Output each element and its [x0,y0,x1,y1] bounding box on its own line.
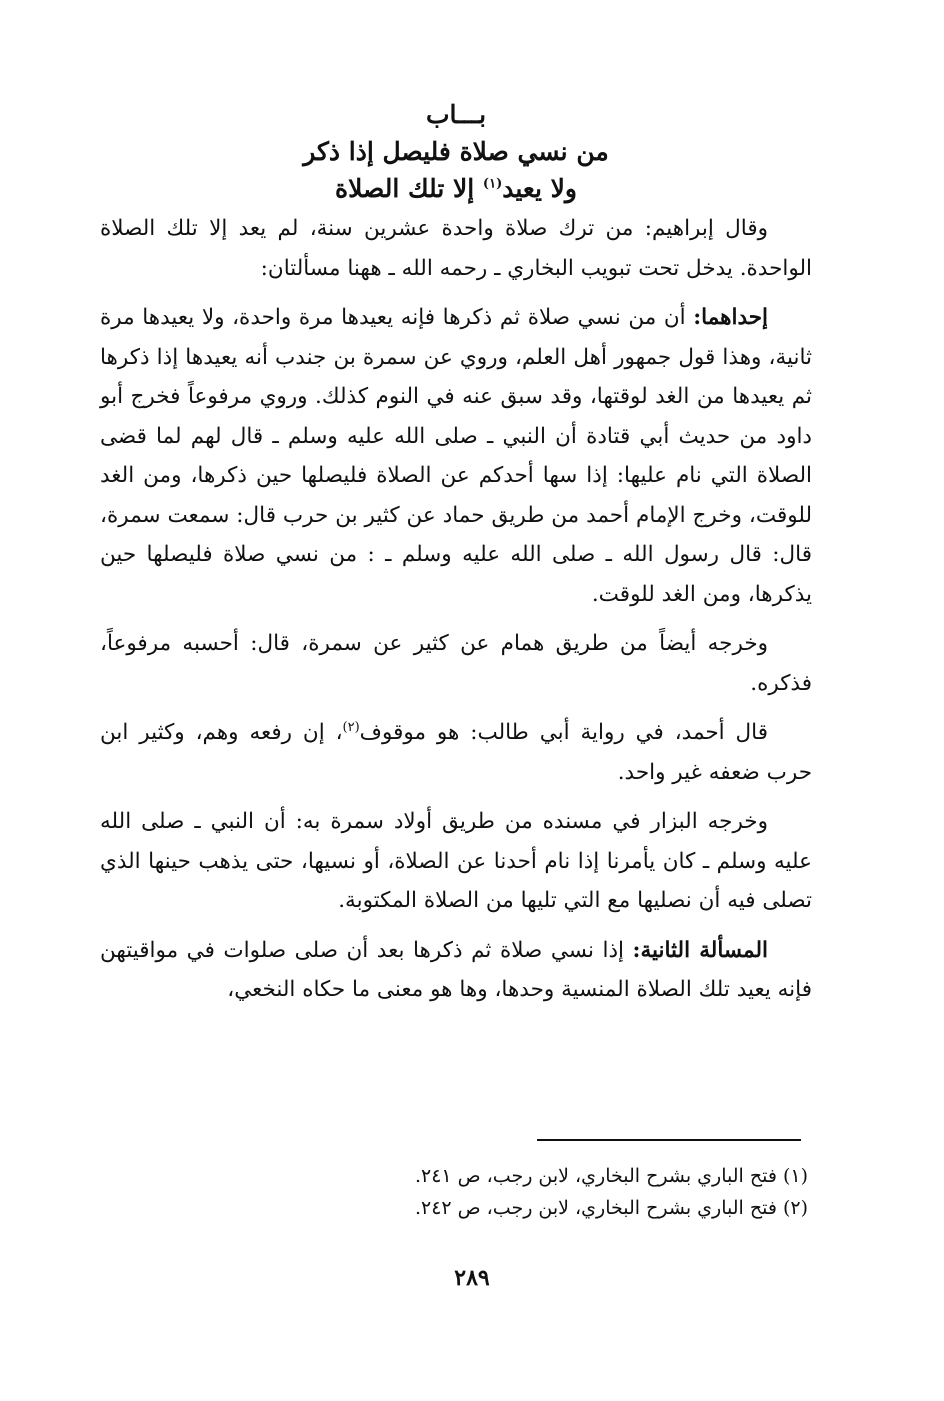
page-body [100,96,812,1020]
paragraph-bazzar-text: وخرجه البزار في مسنده من طريق أولاد سمرة به: أن النبي ـ صلى الله عليه وسلم ـ كان يأمرنا إذا نام أحدنا عن الصلاة، أو نسيها، حتى يذهب حينها الذي تصلى فيه أن نصليها مع التي تليها من الصلاة المكتوبة. [100,809,812,913]
ahmad-text-before: قال أحمد، في رواية أبي طالب: هو موقوف [359,720,768,745]
ahmad-text-after: ، إن رفعه وهم، وكثير ابن حرب ضعفه غير واحد. [100,720,812,785]
paragraph-bazzar [100,802,812,921]
footnotes [300,1160,808,1224]
second-issue-lead: المسألة الثانية: [632,937,769,963]
paragraph-hammam-text: وخرجه أيضاً من طريق همام عن كثير عن سمرة، قال: أحسبه مرفوعاً، فذكره. [100,631,812,696]
footnote-1: (١) فتح الباري بشرح البخاري، لابن رجب، ص ٢٤١. [414,1165,808,1187]
chapter-title-text: ولا يعيد [502,174,577,203]
footnote-ref-2: (٢) [342,719,360,735]
paragraph-second-issue [100,931,812,1010]
paragraph-intro [100,209,812,288]
chapter-title-line-1: من نسي صلاة فليصل إذا ذكر [303,137,609,166]
paragraph-hammam [100,624,812,703]
chapter-title-end: إلا تلك الصلاة [335,174,483,203]
chapter-title-line-2 [100,170,812,207]
first-issue-text: أن من نسي صلاة ثم ذكرها فإنه يعيدها مرة واحدة، ولا يعيدها مرة ثانية، وهذا قول جمهور أهل العلم، وروي عن سمرة بن جندب أنه يعيدها إذا ذكرها ثم يعيدها من الغد لوقتها، وقد سبق عنه في النوم كذلك. وروي مرفوعاً فخرج أبو داود من حديث أبي قتادة أن النبي ـ صلى الله عليه وسلم ـ قال لهم لما قضى الصلاة التي نام عليها: إذا سها أحدكم عن الصلاة فليصلها حين ذكرها، ومن الغد للوقت، وخرج الإمام أحمد من طريق حماد عن كثير بن حرب قال: سمعت سمرة، قال: قال رسول الله ـ صلى الله عليه وسلم ـ : من نسي صلاة فليصلها حين يذكرها، ومن الغد للوقت. [100,305,812,607]
first-issue-lead: إحداهما: [693,305,768,330]
footnote-2: (٢) فتح الباري بشرح البخاري، لابن رجب، ص ٢٤٢. [414,1197,808,1219]
chapter-label: بـــاب [425,100,487,129]
paragraph-first-issue [100,298,812,614]
second-issue-text: إذا نسي صلاة ثم ذكرها بعد أن صلى صلوات في مواقيتهن فإنه يعيد تلك الصلاة المنسية وحدها، وها هو معنى ما حكاه النخعي، [100,937,812,1002]
page-number: ٢٨٩ [454,1265,490,1291]
paragraph-ahmad [100,713,812,792]
footnote-ref-1: (١) [482,176,503,192]
footnote-divider [537,1139,801,1141]
paragraph-intro-text: وقال إبراهيم: من ترك صلاة واحدة عشرين سنة، لم يعد إلا تلك الصلاة الواحدة. يدخل تحت تبويب البخاري ـ رحمه الله ـ ههنا مسألتان: [100,216,812,281]
